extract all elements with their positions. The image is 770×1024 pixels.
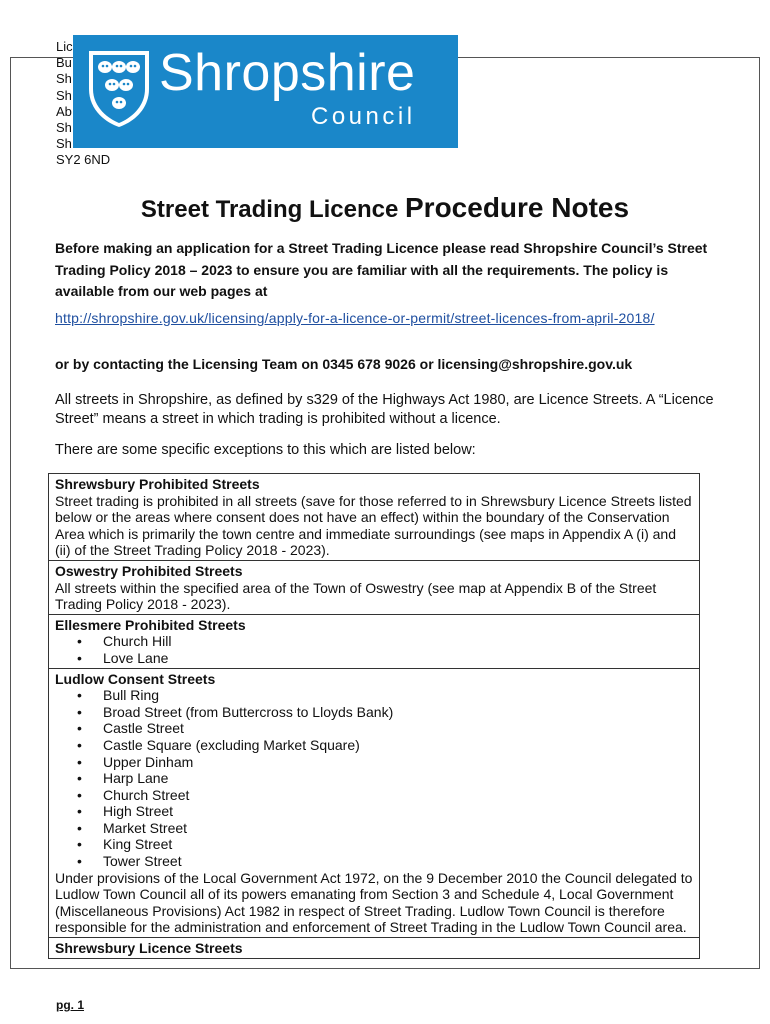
list-item [55, 633, 693, 650]
policy-link[interactable]: http://shropshire.gov.uk/licensing/apply-for-a-licence-or-permit/street-licences-from-april-2018/ [55, 310, 655, 326]
street-name: Castle Square (excluding Market Square) [103, 736, 360, 753]
street-name: Love Lane [103, 649, 169, 666]
exceptions-intro: There are some specific exceptions to this which are listed below: [55, 442, 476, 458]
bullet-icon: • [77, 720, 82, 737]
bullet-icon: • [77, 703, 82, 720]
licence-streets-paragraph: All streets in Shropshire, as defined by s329 of the Highways Act 1980, are Licence Streets. A “Licence Street” means a street in which trading is prohibited without a licence. [55, 392, 714, 427]
street-name: Market Street [103, 819, 188, 836]
street-name: High Street [103, 803, 174, 820]
bullet-icon: • [77, 770, 82, 787]
shropshire-council-logo [73, 35, 458, 148]
bullet-icon: • [77, 687, 82, 704]
bullet-icon: • [77, 853, 82, 870]
list-item [55, 836, 693, 853]
street-name: Church Street [103, 786, 190, 803]
bullet-icon: • [77, 649, 82, 666]
contact-line: or by contacting the Licensing Team on 0345 678 9026 or licensing@shropshire.gov.uk [55, 356, 633, 372]
section-body: Street trading is prohibited in all streets (save for those referred to in Shrewsbury Licence Streets listed below or the areas where consent does not have an effect) within the boundary of the Conservation Area which is primarily the town centre and immediate surroundings (see maps in Appendix A (i) and (ii) of the Street Trading Policy 2018 - 2023). [55, 492, 692, 559]
list-item [55, 754, 693, 771]
page-number: pg. 1 [56, 998, 85, 1012]
shrewsbury-licence-section [49, 938, 699, 959]
logo-subname: Council [311, 103, 416, 130]
list-item [55, 803, 693, 820]
street-name: Broad Street (from Buttercross to Lloyds Bank) [103, 703, 394, 720]
exceptions-table [48, 473, 700, 959]
section-body: All streets within the specified area of the Town of Oswestry (see map at Appendix B of the Street Trading Policy 2018 - 2023). [55, 579, 657, 613]
address-line: Sh [56, 71, 72, 87]
ellesmere-prohibited-section [49, 615, 699, 669]
section-body: Under provisions of the Local Government Act 1972, on the 9 December 2010 the Council delegated to Ludlow Town Council all of its powers emanating from Section 3 and Schedule 4, Local Government (Miscellaneous Provisions) Act 1982 in respect of Street Trading. Ludlow Town Council is therefore responsible for the administration and enforcement of Street Trading in the Ludlow Town Council area. [55, 869, 693, 936]
bullet-icon: • [77, 736, 82, 753]
address-postcode: SY2 6ND [56, 152, 111, 168]
logo-name: Shropshire [159, 44, 416, 102]
page-border-bottom [10, 968, 760, 969]
street-name: Church Hill [103, 633, 172, 650]
list-item [55, 737, 693, 754]
street-name: Harp Lane [103, 770, 169, 787]
list-item [55, 820, 693, 837]
street-name: Bull Ring [103, 687, 160, 704]
oswestry-prohibited-section [49, 561, 699, 615]
list-item [55, 650, 693, 667]
bullet-icon: • [77, 786, 82, 803]
address-line: Sh [56, 120, 72, 136]
list-item [55, 787, 693, 804]
coat-of-arms-icon [87, 49, 151, 129]
section-heading: Oswestry Prohibited Streets [55, 562, 243, 579]
street-list [55, 633, 693, 666]
street-list [55, 687, 693, 870]
address-line: Ab [56, 103, 72, 119]
title-part-1: Street Trading Licence [140, 196, 399, 223]
page-title [0, 192, 770, 224]
list-item [55, 687, 693, 704]
list-item [55, 853, 693, 870]
title-part-2: Procedure Notes [405, 192, 630, 223]
street-name: Tower Street [103, 853, 182, 870]
list-item [55, 770, 693, 787]
address-line: Sh [56, 136, 72, 152]
bullet-icon: • [77, 803, 82, 820]
list-item [55, 704, 693, 721]
street-name: Upper Dinham [103, 753, 194, 770]
address-line: Bu [56, 55, 72, 71]
intro-paragraph: Before making an application for a Street Trading Licence please read Shropshire Council’s Street Trading Policy 2018 – 2023 to ensure you are familiar with all the requirements. The policy is available from our web pages at [55, 240, 708, 299]
bullet-icon: • [77, 753, 82, 770]
shrewsbury-prohibited-section [49, 474, 699, 561]
section-heading: Shrewsbury Prohibited Streets [55, 476, 260, 492]
section-heading: Shrewsbury Licence Streets [55, 940, 243, 957]
bullet-icon: • [77, 836, 82, 853]
ludlow-consent-section [49, 669, 699, 939]
bullet-icon: • [77, 633, 82, 650]
section-heading: Ludlow Consent Streets [55, 670, 216, 687]
address-line: Sh [56, 87, 72, 103]
address-line: Lic [56, 39, 73, 54]
section-heading: Ellesmere Prohibited Streets [55, 616, 246, 633]
list-item [55, 720, 693, 737]
bullet-icon: • [77, 819, 82, 836]
street-name: Castle Street [103, 720, 184, 737]
street-name: King Street [103, 836, 173, 853]
